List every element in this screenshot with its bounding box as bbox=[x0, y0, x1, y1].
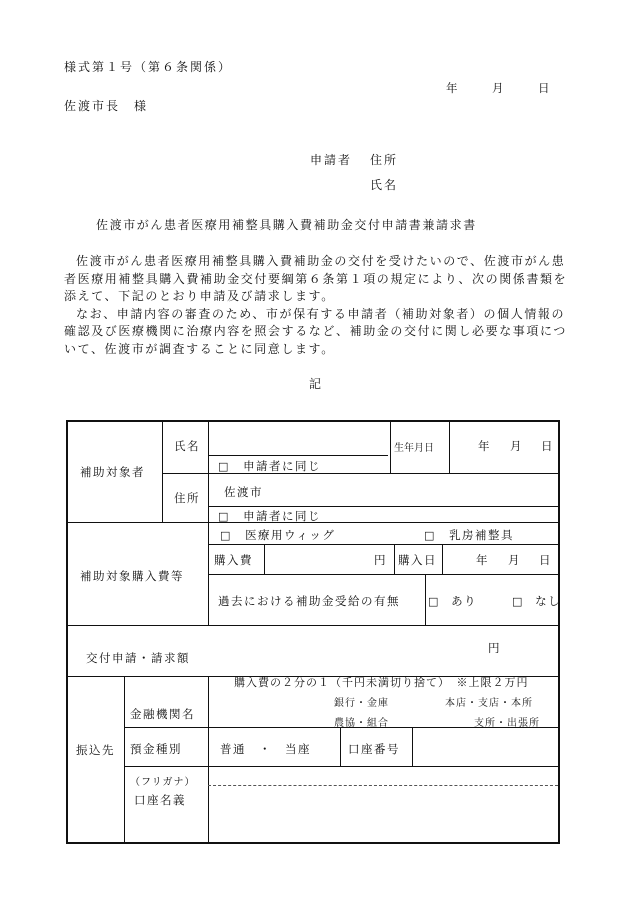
bank-name-label: 金融機関名 bbox=[130, 707, 195, 721]
past-no-label: なし bbox=[535, 594, 562, 608]
deposit-type-label: 預金種別 bbox=[130, 742, 182, 756]
subject-name-same-checkbox[interactable] bbox=[218, 458, 321, 474]
furigana-label: （フリガナ） bbox=[130, 777, 196, 788]
purchase-cost-label: 購入費 bbox=[214, 553, 253, 567]
body-text bbox=[64, 253, 574, 358]
date-year: 年 bbox=[446, 81, 458, 95]
bank-type-2: 農協・組合 bbox=[334, 718, 389, 729]
addressee: 佐渡市長 様 bbox=[64, 99, 149, 113]
ki-label: 記 bbox=[309, 377, 322, 391]
checkbox-icon: □ bbox=[512, 595, 524, 608]
breast-option[interactable] bbox=[424, 527, 514, 543]
date-day: 日 bbox=[538, 81, 550, 95]
purchase-date-month: 月 bbox=[508, 553, 521, 567]
checkbox-icon: □ bbox=[424, 529, 436, 542]
request-yen: 円 bbox=[488, 641, 501, 655]
body-paragraph-2: なお、申請内容の審査のため、市が保有する申請者（補助対象者）の個人情報の確認及び医療機関に治療内容を照会するなど、補助金の交付に関し必要な事項について、佐渡市が調査することに同意します。 bbox=[64, 306, 567, 356]
date-month: 月 bbox=[492, 81, 504, 95]
checkbox-icon: □ bbox=[218, 510, 230, 523]
applicant-name-label: 氏名 bbox=[370, 178, 399, 192]
subject-name-label: 氏名 bbox=[174, 439, 200, 453]
birth-year: 年 bbox=[478, 439, 491, 453]
deposit-options: 普通 ・ 当座 bbox=[220, 742, 311, 756]
past-yes-option[interactable] bbox=[428, 593, 477, 609]
subject-birth-label: 生年月日 bbox=[394, 443, 434, 454]
birth-day: 日 bbox=[541, 439, 554, 453]
purchase-cost-yen: 円 bbox=[374, 553, 387, 567]
purchase-date-label: 購入日 bbox=[398, 553, 437, 567]
transfer-section-label: 振込先 bbox=[76, 743, 115, 757]
checkbox-icon: □ bbox=[428, 595, 440, 608]
account-number-label: 口座番号 bbox=[348, 742, 400, 756]
birth-month: 月 bbox=[510, 439, 523, 453]
subject-section-label: 補助対象者 bbox=[80, 465, 145, 479]
application-table bbox=[66, 420, 560, 844]
request-amount-label: 交付申請・請求額 bbox=[86, 651, 190, 665]
document-title: 佐渡市がん患者医療用補整具購入費補助金交付申請書兼請求書 bbox=[96, 218, 477, 232]
form-number: 様式第１号（第６条関係） bbox=[64, 60, 233, 74]
branch-type-2: 支所・出張所 bbox=[474, 718, 540, 729]
applicant-label: 申請者 bbox=[310, 153, 353, 167]
account-name-label: 口座名義 bbox=[134, 793, 186, 807]
checkbox-icon: □ bbox=[218, 460, 230, 473]
checkbox-icon: □ bbox=[220, 529, 232, 542]
request-note: 購入費の２分の１（千円未満切り捨て） ※上限２万円 bbox=[234, 676, 529, 689]
subject-address-label: 住所 bbox=[174, 491, 200, 505]
past-subsidy-label: 過去における補助金受給の有無 bbox=[218, 594, 400, 608]
purchase-date-day: 日 bbox=[539, 553, 552, 567]
branch-type-1: 本店・支店・本所 bbox=[445, 698, 533, 709]
body-paragraph-1: 佐渡市がん患者医療用補整具購入費補助金の交付を受けたいので、佐渡市がん患者医療用補整具購入費補助金交付要綱第６条第１項の規定により、次の関係書類を添えて、下記のとおり申請及び請求します。 bbox=[64, 254, 568, 303]
wig-option-label: 医療用ウィッグ bbox=[245, 528, 336, 542]
purchase-section-label: 補助対象購入費等 bbox=[80, 569, 184, 583]
applicant-address-label: 住所 bbox=[370, 153, 399, 167]
bank-type-1: 銀行・金庫 bbox=[334, 698, 389, 709]
subject-address-value: 佐渡市 bbox=[224, 485, 263, 499]
subject-address-same-label: 申請者に同じ bbox=[243, 509, 322, 523]
past-yes-label: あり bbox=[451, 594, 478, 608]
breast-option-label: 乳房補整具 bbox=[449, 528, 515, 542]
subject-name-same-label: 申請者に同じ bbox=[243, 459, 322, 473]
wig-option[interactable] bbox=[220, 527, 335, 543]
subject-address-same-checkbox[interactable] bbox=[218, 508, 321, 524]
past-no-option[interactable] bbox=[512, 593, 561, 609]
purchase-date-year: 年 bbox=[476, 553, 489, 567]
